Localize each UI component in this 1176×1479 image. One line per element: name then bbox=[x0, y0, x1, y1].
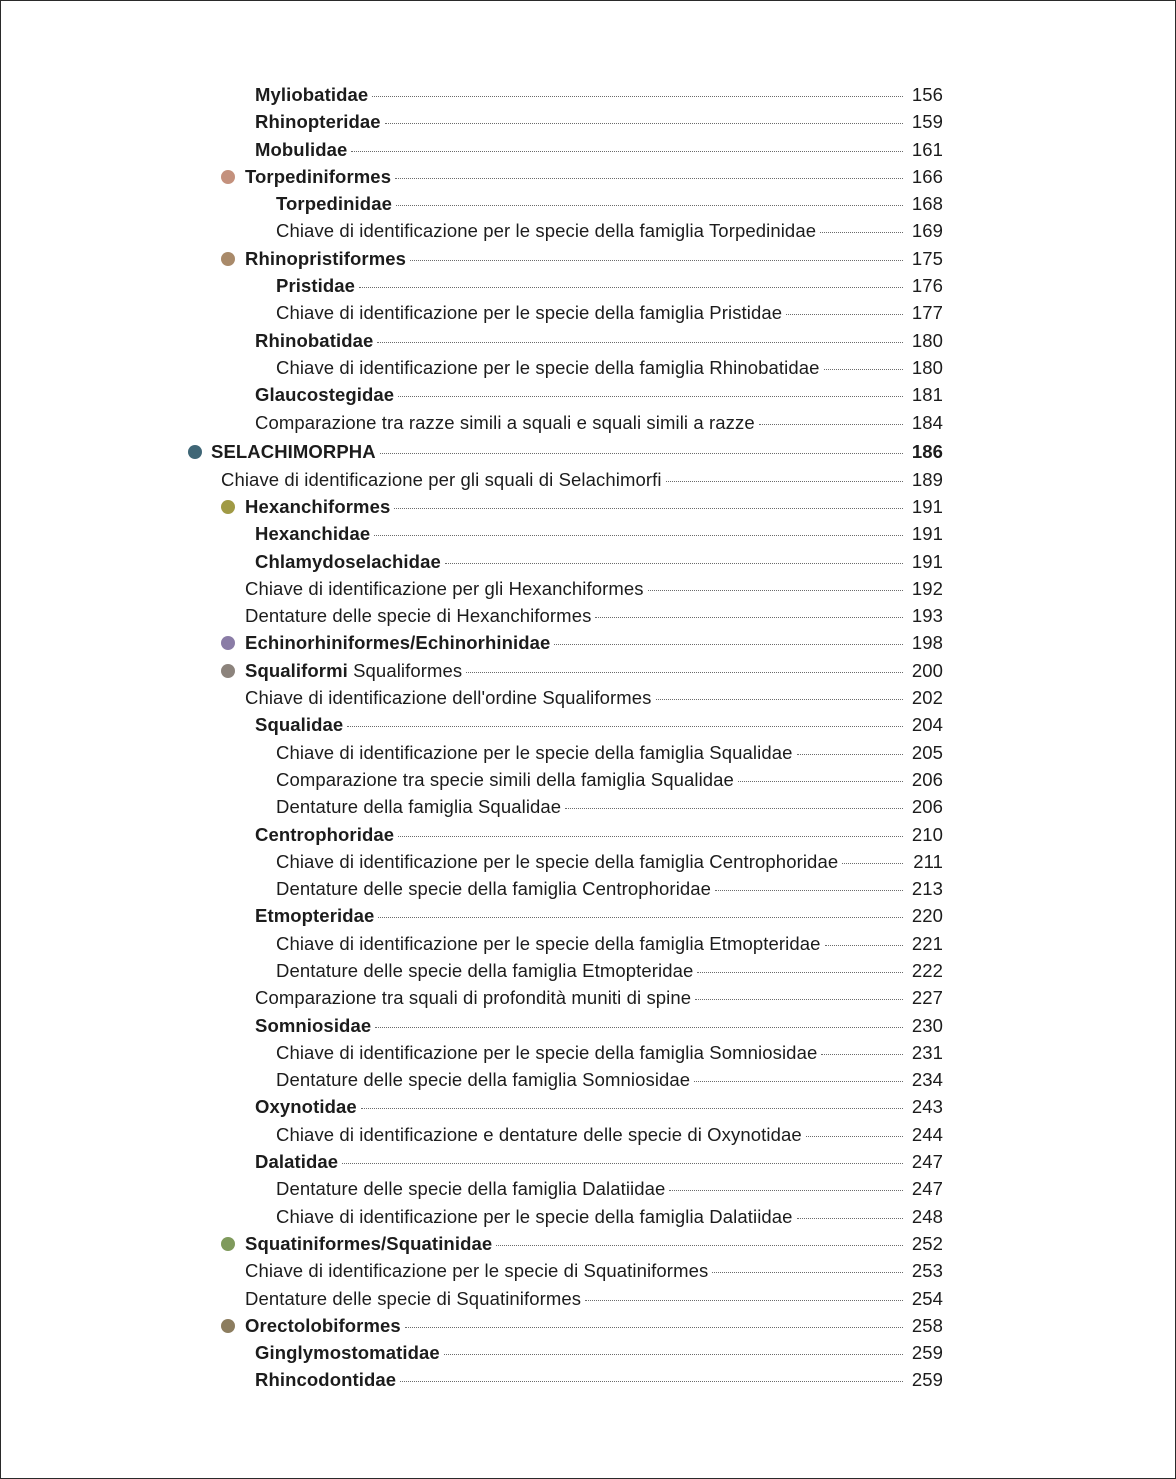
toc-page-number: 191 bbox=[911, 523, 943, 545]
dot-leader bbox=[821, 1054, 903, 1055]
toc-entry-title: Chiave di identificazione per le specie della famiglia Pristidae bbox=[276, 302, 783, 324]
toc-page-number: 159 bbox=[911, 111, 943, 133]
dot-leader bbox=[347, 726, 903, 727]
toc-page-number: 192 bbox=[911, 577, 943, 599]
dot-leader bbox=[797, 1218, 903, 1219]
toc-page-number: 202 bbox=[911, 687, 943, 709]
toc-entry-title: Rhinobatidae bbox=[255, 329, 374, 351]
toc-entry[interactable] bbox=[1, 957, 1175, 984]
dot-leader bbox=[395, 178, 903, 179]
toc-page-number: 166 bbox=[911, 165, 943, 187]
toc-entry-title: Chiave di identificazione per le specie della famiglia Etmopteridae bbox=[276, 932, 821, 954]
toc-entry-title: Echinorhiniformes/Echinorhinidae bbox=[245, 632, 551, 654]
dot-leader bbox=[374, 535, 903, 536]
toc-entry-order[interactable] bbox=[1, 1312, 1175, 1339]
toc-entry-title: Rhincodontidae bbox=[255, 1369, 397, 1391]
toc-entry-title: Comparazione tra squali di profondità muniti di spine bbox=[255, 987, 692, 1009]
order-color-dot-icon bbox=[221, 500, 235, 514]
toc-entry-title: Dalatidae bbox=[255, 1151, 339, 1173]
dot-leader bbox=[695, 999, 903, 1000]
dot-leader bbox=[372, 96, 903, 97]
dot-leader bbox=[554, 644, 903, 645]
toc-entry[interactable] bbox=[1, 848, 1175, 875]
toc-entry-title: Chiave di identificazione per le specie della famiglia Somniosidae bbox=[276, 1041, 818, 1063]
toc-entry[interactable] bbox=[1, 548, 1175, 575]
toc-page-number: 175 bbox=[911, 247, 943, 269]
toc-page-number: 259 bbox=[911, 1369, 943, 1391]
toc-entry-order[interactable] bbox=[1, 493, 1175, 520]
order-color-dot-icon bbox=[221, 636, 235, 650]
dot-leader bbox=[444, 1354, 903, 1355]
toc-section-title: SELACHIMORPHA bbox=[211, 441, 376, 463]
toc-entry-title: Comparazione tra specie simili della famiglia Squalidae bbox=[276, 768, 734, 790]
dot-leader bbox=[405, 1327, 903, 1328]
toc-entry-title: Etmopteridae bbox=[255, 905, 375, 927]
toc-entry-title: Chiave di identificazione per le specie della famiglia Dalatiidae bbox=[276, 1205, 793, 1227]
toc-page-number: 191 bbox=[911, 495, 943, 517]
toc-page-number: 253 bbox=[911, 1260, 943, 1282]
dot-leader bbox=[380, 453, 903, 454]
toc-entry-title: Chiave di identificazione per le specie di Squatiniformes bbox=[245, 1260, 709, 1282]
dot-leader bbox=[656, 699, 903, 700]
toc-page-number: 243 bbox=[911, 1096, 943, 1118]
toc-entry[interactable] bbox=[1, 1093, 1175, 1120]
dot-leader bbox=[824, 369, 903, 370]
dot-leader bbox=[400, 1381, 903, 1382]
section-color-dot-icon bbox=[188, 445, 202, 459]
order-color-dot-icon bbox=[221, 664, 235, 678]
toc-entry-title: Dentature delle specie della famiglia Dalatiidae bbox=[276, 1178, 666, 1200]
toc-page-number: 168 bbox=[911, 193, 943, 215]
toc-entry[interactable] bbox=[1, 1285, 1175, 1312]
toc-page-number: 193 bbox=[911, 605, 943, 627]
toc-page-number: 210 bbox=[911, 823, 943, 845]
toc-entry[interactable] bbox=[1, 902, 1175, 929]
order-color-dot-icon bbox=[221, 252, 235, 266]
toc-entry-title: Dentature della famiglia Squalidae bbox=[276, 796, 562, 818]
toc-entry[interactable] bbox=[1, 1039, 1175, 1066]
toc-entry[interactable] bbox=[1, 602, 1175, 629]
toc-page-number: 259 bbox=[911, 1342, 943, 1364]
toc-entry[interactable] bbox=[1, 793, 1175, 820]
toc-entry-title: Chiave di identificazione per gli squali di Selachimorfi bbox=[221, 468, 662, 490]
toc-entry-title: Ginglymostomatidae bbox=[255, 1342, 440, 1364]
dot-leader bbox=[378, 917, 903, 918]
toc-page-number: 180 bbox=[911, 356, 943, 378]
toc-entry[interactable] bbox=[1, 766, 1175, 793]
toc-entry[interactable] bbox=[1, 684, 1175, 711]
dot-leader bbox=[359, 287, 903, 288]
toc-page-number: 248 bbox=[911, 1205, 943, 1227]
dot-leader bbox=[351, 151, 903, 152]
dot-leader bbox=[666, 481, 903, 482]
toc-page-number: 181 bbox=[911, 384, 943, 406]
dot-leader bbox=[825, 945, 903, 946]
dot-leader bbox=[398, 836, 903, 837]
dot-leader bbox=[396, 205, 903, 206]
toc-entry[interactable] bbox=[1, 272, 1175, 299]
toc-entry-title: Glaucostegidae bbox=[255, 384, 395, 406]
toc-entry-order[interactable] bbox=[1, 163, 1175, 190]
toc-entry[interactable] bbox=[1, 81, 1175, 108]
toc-entry[interactable] bbox=[1, 466, 1175, 493]
dot-leader bbox=[394, 508, 903, 509]
toc-entry-order[interactable] bbox=[1, 245, 1175, 272]
toc-page-number: 258 bbox=[911, 1314, 943, 1336]
toc-entry-title: Dentature delle specie della famiglia Centrophoridae bbox=[276, 878, 712, 900]
order-color-dot-icon bbox=[221, 170, 235, 184]
toc-entry[interactable] bbox=[1, 190, 1175, 217]
toc-entry-title: Dentature delle specie di Squatiniformes bbox=[245, 1287, 582, 1309]
toc-entry-title: Orectolobiformes bbox=[245, 1314, 401, 1336]
dot-leader bbox=[712, 1272, 903, 1273]
toc-page-number: 200 bbox=[911, 659, 943, 681]
toc-entry-title: Dentature delle specie di Hexanchiformes bbox=[245, 605, 592, 627]
toc-entry[interactable] bbox=[1, 520, 1175, 547]
toc-entry-title: Chiave di identificazione e dentature delle specie di Oxynotidae bbox=[276, 1123, 802, 1145]
toc-entry-title: Torpediniformes bbox=[245, 165, 392, 187]
toc-entry[interactable] bbox=[1, 1066, 1175, 1093]
toc-entry-title: Comparazione tra razze simili a squali e squali simili a razze bbox=[255, 411, 755, 433]
toc-entry-title: Chiave di identificazione per le specie della famiglia Centrophoridae bbox=[276, 850, 839, 872]
toc-page-number: 230 bbox=[911, 1014, 943, 1036]
toc-entry-order[interactable] bbox=[1, 1230, 1175, 1257]
toc-page-number: 205 bbox=[911, 741, 943, 763]
order-color-dot-icon bbox=[221, 1237, 235, 1251]
toc-entry[interactable] bbox=[1, 821, 1175, 848]
toc-entry[interactable] bbox=[1, 1366, 1175, 1393]
toc-entry[interactable] bbox=[1, 354, 1175, 381]
dot-leader bbox=[445, 563, 903, 564]
toc-page-number: 156 bbox=[911, 84, 943, 105]
dot-leader bbox=[694, 1081, 903, 1082]
dot-leader bbox=[361, 1108, 903, 1109]
toc-page-number: 204 bbox=[911, 714, 943, 736]
toc-entry-section[interactable] bbox=[1, 438, 1175, 465]
dot-leader bbox=[786, 314, 903, 315]
dot-leader bbox=[797, 754, 904, 755]
toc-page-number: 222 bbox=[911, 960, 943, 981]
toc-entry-title-suffix: Squaliformes bbox=[347, 659, 463, 681]
toc-entry[interactable] bbox=[1, 1148, 1175, 1175]
toc-entry[interactable] bbox=[1, 575, 1175, 602]
toc-page-number: 169 bbox=[911, 220, 943, 242]
toc-page-number: 234 bbox=[911, 1069, 943, 1091]
toc-entry-title: Mobulidae bbox=[255, 138, 348, 160]
dot-leader bbox=[759, 424, 903, 425]
toc-page-number: 213 bbox=[911, 878, 943, 900]
toc-page-number: 254 bbox=[911, 1287, 943, 1309]
toc-entry[interactable] bbox=[1, 1203, 1175, 1230]
toc-entry[interactable] bbox=[1, 327, 1175, 354]
toc-entry[interactable] bbox=[1, 1012, 1175, 1039]
toc-entry-title: Rhinopteridae bbox=[255, 111, 381, 133]
toc-entry[interactable] bbox=[1, 739, 1175, 766]
toc-page-number: 221 bbox=[911, 932, 943, 954]
dot-leader bbox=[669, 1190, 903, 1191]
dot-leader bbox=[342, 1163, 903, 1164]
toc-entry-title: Squatiniformes/Squatinidae bbox=[245, 1232, 493, 1254]
toc-page-number: 191 bbox=[911, 550, 943, 572]
dot-leader bbox=[565, 808, 903, 809]
dot-leader bbox=[595, 617, 903, 618]
toc-entry-title: Dentature delle specie della famiglia Etmopteridae bbox=[276, 960, 694, 981]
toc-entry-title bbox=[245, 657, 462, 684]
toc-page-number: 247 bbox=[911, 1178, 943, 1200]
toc-entry[interactable] bbox=[1, 136, 1175, 163]
toc-page-number: 198 bbox=[911, 632, 943, 654]
toc-entry-title: Torpedinidae bbox=[276, 193, 392, 215]
toc-page-number: 206 bbox=[911, 768, 943, 790]
toc-page-number: 211 bbox=[913, 850, 943, 872]
toc-entry-title: Myliobatidae bbox=[255, 84, 369, 105]
dot-leader bbox=[806, 1136, 903, 1137]
toc-entry[interactable] bbox=[1, 1121, 1175, 1148]
dot-leader bbox=[585, 1300, 903, 1301]
dot-leader bbox=[385, 123, 903, 124]
toc-page-number: 244 bbox=[911, 1123, 943, 1145]
toc-page-number: 227 bbox=[911, 987, 943, 1009]
dot-leader bbox=[496, 1245, 903, 1246]
dot-leader bbox=[697, 972, 903, 973]
toc-entry-title: Chiave di identificazione dell'ordine Squaliformes bbox=[245, 687, 652, 709]
toc-entry-title: Dentature delle specie della famiglia Somniosidae bbox=[276, 1069, 691, 1091]
toc-page-number: 186 bbox=[911, 441, 943, 463]
toc-entry[interactable] bbox=[1, 381, 1175, 408]
toc-entry[interactable] bbox=[1, 875, 1175, 902]
toc-entry[interactable] bbox=[1, 409, 1175, 436]
toc-entry-title: Chiave di identificazione per gli Hexanchiformes bbox=[245, 577, 644, 599]
toc-entry-title: Squalidae bbox=[255, 714, 344, 736]
toc-page-number: 176 bbox=[911, 275, 943, 297]
toc-entry-order[interactable] bbox=[1, 657, 1175, 684]
dot-leader bbox=[398, 396, 903, 397]
dot-leader bbox=[842, 863, 903, 864]
dot-leader bbox=[715, 890, 903, 891]
toc-entry[interactable] bbox=[1, 1175, 1175, 1202]
toc-entry[interactable] bbox=[1, 217, 1175, 244]
toc-entry[interactable] bbox=[1, 108, 1175, 135]
toc-page-number: 180 bbox=[911, 329, 943, 351]
order-color-dot-icon bbox=[221, 1319, 235, 1333]
toc-page-number: 231 bbox=[911, 1041, 943, 1063]
toc-page-number: 177 bbox=[911, 302, 943, 324]
toc-page-number: 184 bbox=[911, 411, 943, 433]
dot-leader bbox=[648, 590, 903, 591]
toc-page-number: 252 bbox=[911, 1232, 943, 1254]
toc-page-number: 189 bbox=[911, 468, 943, 490]
toc-entry[interactable] bbox=[1, 1339, 1175, 1366]
toc-entry-title: Chiave di identificazione per le specie della famiglia Torpedinidae bbox=[276, 220, 817, 242]
dot-leader bbox=[377, 342, 903, 343]
dot-leader bbox=[738, 781, 903, 782]
toc-entry-title: Rhinopristiformes bbox=[245, 247, 407, 269]
dot-leader bbox=[410, 260, 903, 261]
toc-entry[interactable] bbox=[1, 1257, 1175, 1284]
toc-page-number: 161 bbox=[911, 138, 943, 160]
dot-leader bbox=[375, 1027, 903, 1028]
toc-entry-title-bold: Squaliformi bbox=[245, 659, 348, 681]
toc-entry[interactable] bbox=[1, 299, 1175, 326]
toc-entry-title: Centrophoridae bbox=[255, 823, 395, 845]
table-of-contents bbox=[1, 81, 1175, 1394]
dot-leader bbox=[820, 232, 903, 233]
toc-entry[interactable] bbox=[1, 711, 1175, 738]
dot-leader bbox=[466, 672, 903, 673]
toc-entry-title: Chiave di identificazione per le specie della famiglia Squalidae bbox=[276, 741, 793, 763]
toc-page-number: 247 bbox=[911, 1151, 943, 1173]
toc-entry[interactable] bbox=[1, 984, 1175, 1011]
toc-entry-title: Hexanchidae bbox=[255, 523, 371, 545]
toc-entry-title: Pristidae bbox=[276, 275, 356, 297]
toc-entry-title: Oxynotidae bbox=[255, 1096, 357, 1118]
toc-entry-title: Somniosidae bbox=[255, 1014, 372, 1036]
toc-entry-title: Chiave di identificazione per le specie della famiglia Rhinobatidae bbox=[276, 356, 820, 378]
toc-entry-order[interactable] bbox=[1, 629, 1175, 656]
toc-page-number: 220 bbox=[911, 905, 943, 927]
toc-page-number: 206 bbox=[911, 796, 943, 818]
toc-entry-title: Hexanchiformes bbox=[245, 495, 391, 517]
toc-entry[interactable] bbox=[1, 930, 1175, 957]
toc-entry-title: Chlamydoselachidae bbox=[255, 550, 441, 572]
